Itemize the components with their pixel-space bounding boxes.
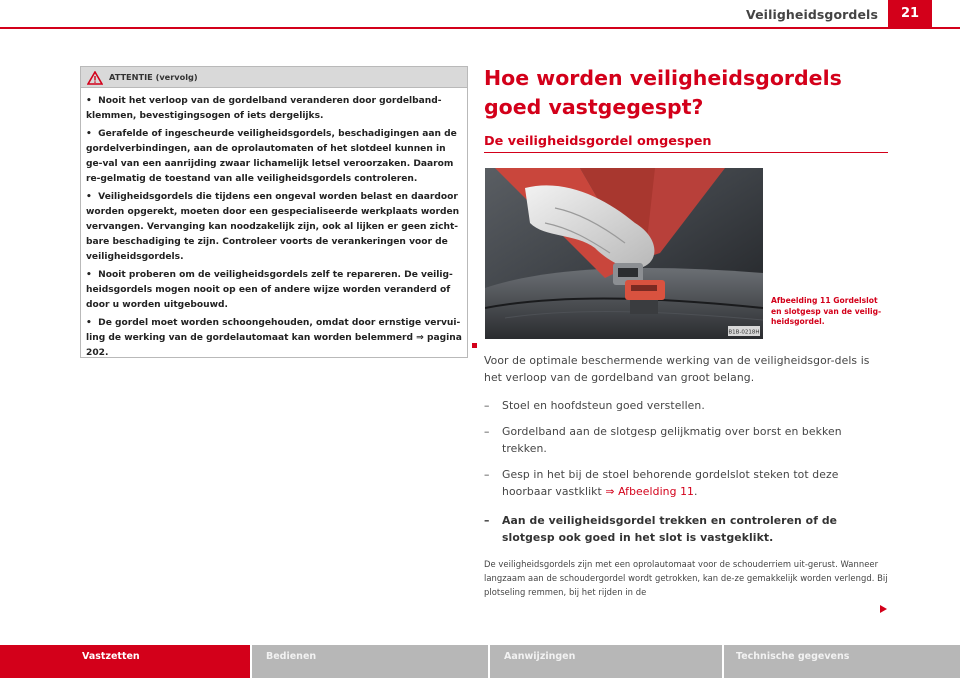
header-divider [0, 27, 960, 29]
warning-item: • Nooit proberen om de veiligheidsgordels zelf te repareren. De veilig-heidsgordels mogen nooit op een of andere wijze worden veranderd of door u worden uitgebouwd. [86, 270, 453, 310]
subsection-heading: De veiligheidsgordel omgespen [484, 134, 712, 149]
note-paragraph: De veiligheidsgordels zijn met een oprolautomaat voor de schouderriem uit-gerust. Wanneer langzaam aan de schoudergordel wordt getrokken, kan de-ze gemakkelijk worden verlengd. Bij plotseling remmen, bij het rijden in de [484, 559, 888, 598]
step-item: – Gordelband aan de slotgesp gelijkmatig over borst en bekken trekken. [484, 425, 842, 455]
continue-arrow-icon [880, 605, 887, 613]
seatbelt-buckle-photo [485, 168, 763, 339]
warning-item: • Gerafelde of ingescheurde veiligheidsgordels, beschadigingen aan de gordelverbindingen, aan de oprolautomaten of het slotdeel kunnen in ge-val van een aanrijding zwaar lichamelijk letsel veroorzaken. Daarom re-gelmatig de toestand van alle veiligheidsgordels controleren. [86, 129, 457, 184]
warning-item: • Nooit het verloop van de gordelband veranderen door gordelband-klemmen, bevestigingsogen of iets dergelijks. [86, 96, 442, 121]
chapter-tabs [0, 645, 960, 678]
warning-box [80, 66, 468, 358]
figure-caption: Afbeelding 11 Gordelslot en slotgesp van de veilig-heidsgordel. [771, 296, 882, 326]
warning-item: • De gordel moet worden schoongehouden, omdat door ernstige vervui-ling de werking van de gordelautomaat kan worden belemmerd ⇒ pagina 202. [86, 318, 462, 358]
section-heading: Hoe worden veiligheidsgordels goed vastgegespt? [484, 66, 842, 119]
figure-reference-link[interactable]: ⇒ Afbeelding 11 [605, 485, 695, 498]
tab-aanwijzingen[interactable]: Aanwijzingen [490, 645, 722, 678]
page-header-title: Veiligheidsgordels [746, 7, 878, 22]
subsection-divider [484, 152, 888, 153]
step-item: – Stoel en hoofdsteun goed verstellen. [484, 399, 705, 412]
intro-paragraph: Voor de optimale beschermende werking van de veiligheidsgor-dels is het verloop van de gordelband van groot belang. [484, 354, 870, 384]
step-item: – Aan de veiligheidsgordel trekken en controleren of de slotgesp ook goed in het slot is vastgeklikt. [484, 514, 838, 544]
figure-code: B1B-0218H [728, 329, 760, 336]
section-end-marker [472, 343, 477, 348]
page-number: 21 [888, 0, 932, 27]
warning-item: • Veiligheidsgordels die tijdens een ongeval worden belast en daardoor worden opgerekt, moeten door een gespecialiseerde werkplaats worden vervangen. Vervanging kan noodzakelijk zijn, ook al lijken er geen zicht-bare beschadiging te zijn. Controleer voorts de verankeringen voor de veiligheidsgordels. [86, 192, 460, 262]
warning-header [81, 67, 467, 88]
step-item: – Gesp in het bij de stoel behorende gordelslot steken tot deze hoorbaar vastklikt ⇒ Afbeelding 11. [484, 468, 839, 498]
warning-title: ATTENTIE (vervolg) [109, 72, 198, 82]
warning-triangle-icon [87, 70, 103, 84]
warning-list [81, 88, 467, 361]
tab-technische-gegevens[interactable]: Technische gegevens [724, 645, 960, 678]
tab-bedienen[interactable]: Bedienen [252, 645, 488, 678]
tab-vastzetten[interactable]: Vastzetten [0, 645, 250, 678]
